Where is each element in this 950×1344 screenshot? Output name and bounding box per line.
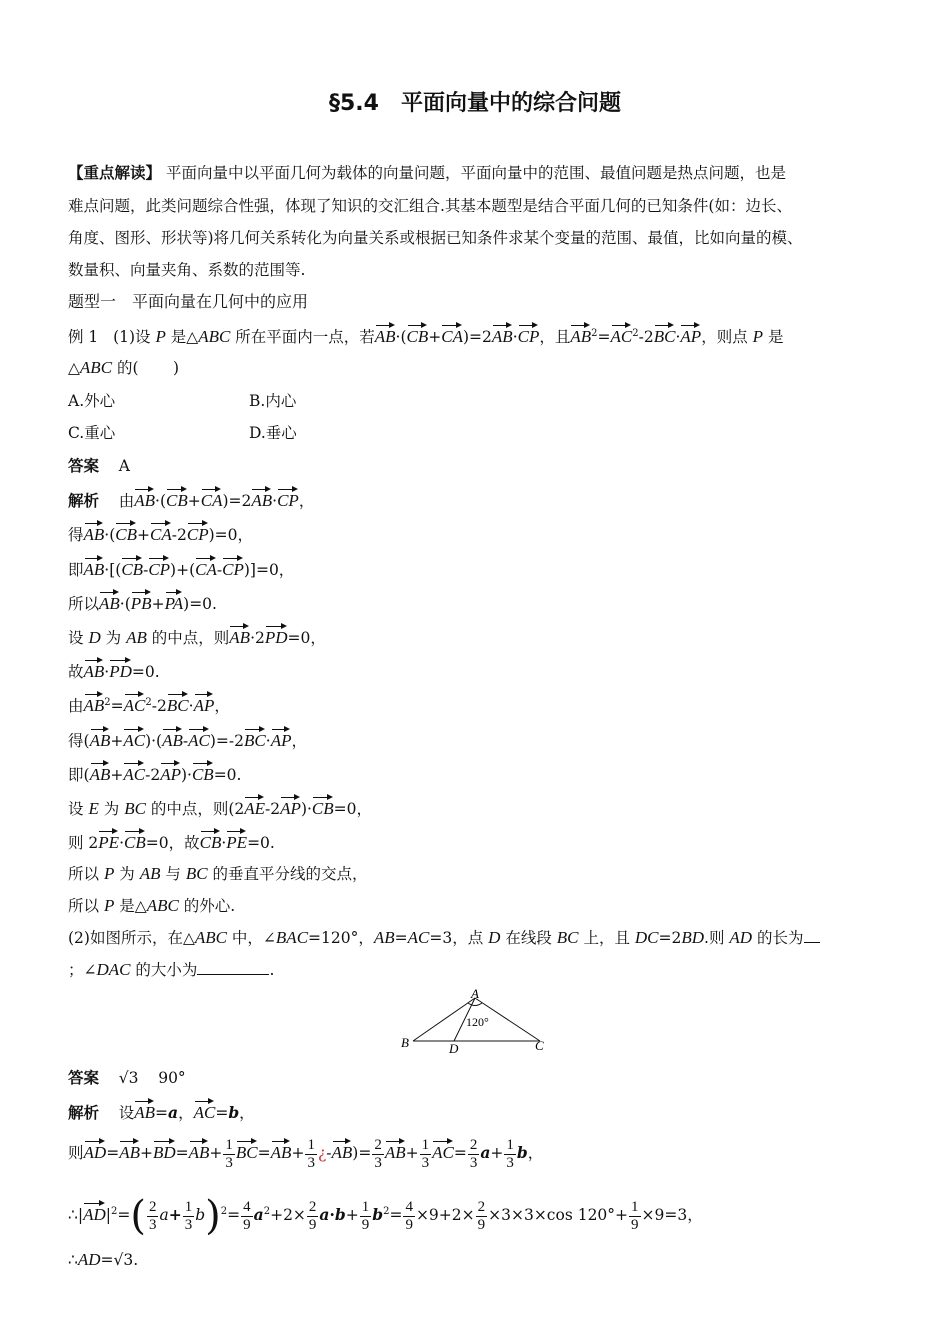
angle-label: 120° [466,1015,489,1029]
analysis-1-step-12: 所以 P 为 AB 与 BC 的垂直平分线的交点， [68,864,368,883]
analysis-1-step-10: 设 E 为 BC 的中点，则(2AE-2AP)·CB=0， [68,796,372,819]
analysis-1-step-4: 所以AB·(PB+PA)=0. [68,591,217,614]
analysis-1-step-8: 得(AB+AC)·(AB-AC)=-2BC·AP， [68,728,307,751]
label-c: C [535,1038,544,1053]
choice-a: A.外心 [68,392,116,410]
label-a: A [471,986,479,1001]
analysis-1-step-9: 即(AB+AC-2AP)·CB=0. [68,762,241,785]
example-1-question-end: △ABC 的( ) [68,358,180,377]
intro-label: 【重点解读】 [68,163,162,182]
analysis-2-step-4: ∴AD=√3. [68,1250,139,1269]
page-title: §5.4 平面向量中的综合问题 [329,91,621,116]
example-1-part-2-question: (2)如图所示，在△ABC 中，∠BAC=120°，AB=AC=3，点 D 在线段 BC 上，且 DC=2BD.则 AD 的长为 [68,928,820,948]
intro-line-4: 数量积、向量夹角、系数的范围等. [68,261,306,279]
example-1-question: 例 1 (1)设 P 是△ABC 所在平面内一点，若AB·(CB+CA)=2AB·CP，且$AB^2=AC^2-2BC\cdot AP$，则点 P 是 [68,324,783,347]
analysis-1-step-13: 所以 P 是△ABC 的外心. [68,896,236,915]
choice-d: D.垂心 [249,424,297,442]
analysis-1-step-3: 即AB·[(CB-CP)+(CA-CP)]=0， [68,557,294,580]
choice-c: C.重心 [68,424,116,442]
intro-line-2: 难点问题，此类问题综合性强，体现了知识的交汇组合.其基本题型是结合平面几何的已知条件(如：边长、 [68,197,792,215]
analysis-1-step-1: 解析 由AB·(CB+CA)=2AB·CP， [68,488,314,511]
answer-2: 答案 √3 90° [68,1068,186,1087]
intro-line-3: 角度、图形、形状等)将几何关系转化为向量关系或根据已知条件求某个变量的范围、最值，比如向量的模、 [68,229,803,247]
choice-b: B.内心 [249,392,297,410]
analysis-2-step-3: $\therefore|AD|^2=$( $\frac{2}{3}$ a+ $\frac{1}{3}$ b)$^2$= $\frac{4}{9}$ $a^2+2\times$ $\frac{2}{9}$ a·b+ $\frac{1}{9}$ $b^2=$ $\frac{4}{9}$ ×9+2× $\frac{2}{9}$ ×3×3×cos 120°+ $\frac{1}{9}$ ×9=3， [68,1193,703,1240]
triangle-figure [395,986,555,1056]
example-label: 例 1 [68,328,99,347]
label-b: B [401,1035,409,1050]
analysis-1-step-6: 故AB·PD=0. [68,659,160,682]
analysis-2-step-1: 解析 设AB=a，AC=b， [68,1100,255,1123]
analysis-1-step-2: 得AB·(CB+CA-2CP)=0， [68,522,253,545]
analysis-1-step-5: 设 D 为 AB 的中点，则AB·2PD=0， [68,625,326,648]
analysis-1-step-11: 则 2PE·CB=0，故CB·PE=0. [68,830,275,853]
label-d: D [449,1041,459,1056]
intro-line-1: 【重点解读】 平面向量中以平面几何为载体的向量问题，平面向量中的范围、最值问题是热点问题，也是 [68,163,786,182]
analysis-2-step-2: 则AD=AB+BD=AB+ $\frac{1}{3}$ BC=AB+ $\frac{1}{3}$ ¿-AB)= $\frac{2}{3}$ AB+ $\frac{1}{3}$ AC= $\frac{2}{3}$ a+ $\frac{1}{3}$ b， [68,1136,544,1171]
analysis-1-step-7: 由$AB^2=AC^2-2BC\cdot AP$， [68,693,230,716]
example-1-part-2-question-end: ；∠DAC 的大小为 . [68,960,275,979]
section-heading: 题型一 平面向量在几何中的应用 [68,292,309,311]
answer-1: 答案 A [68,456,130,475]
